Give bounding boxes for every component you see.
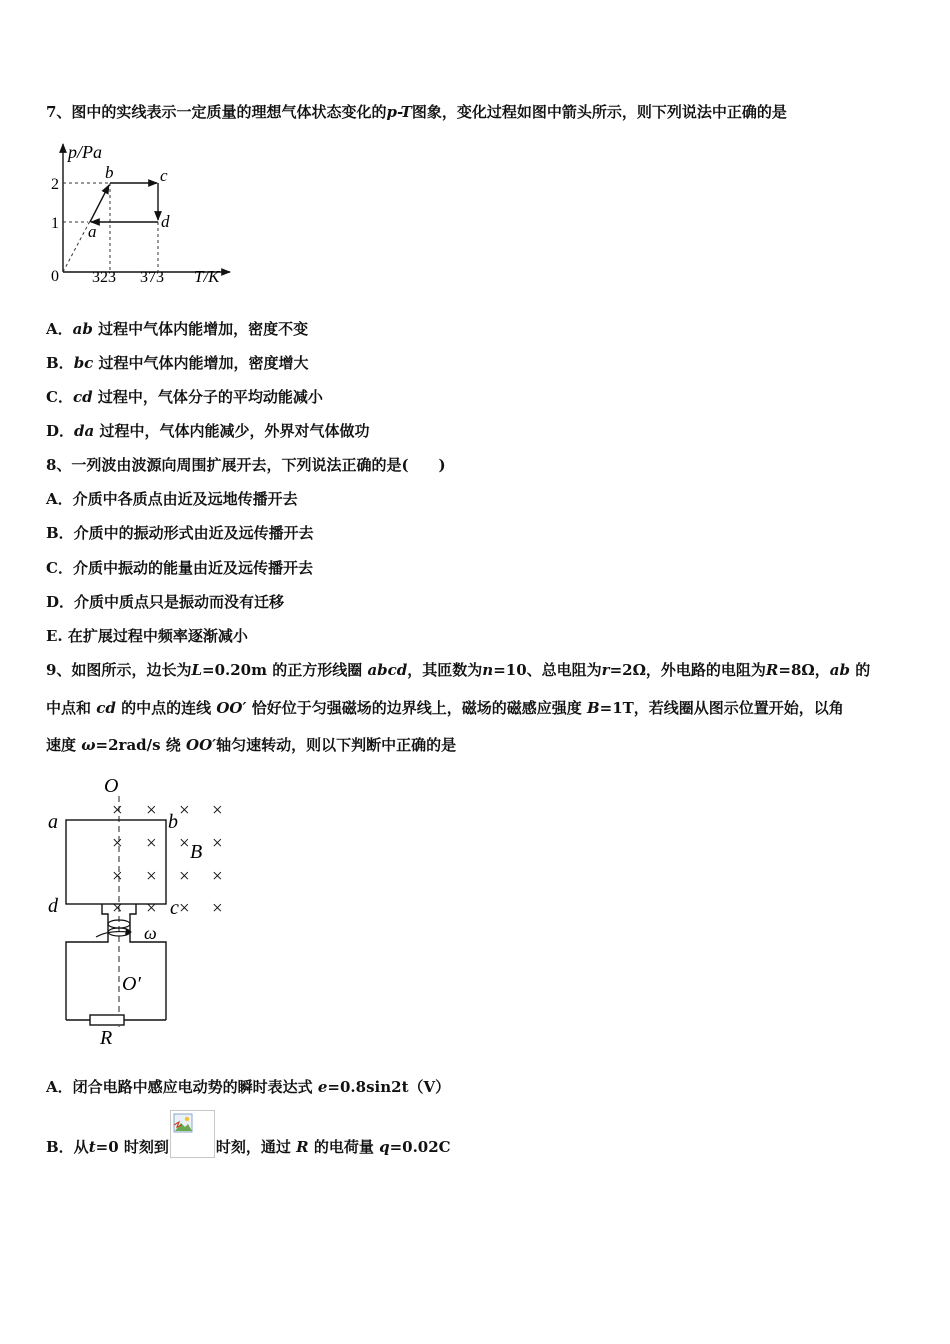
label-c: c (170, 897, 179, 919)
label-a: a (48, 811, 58, 833)
q9-stem-line2: 中点和 cd 的中点的连线 OO′ 恰好位于匀强磁场的边界线上，磁场的磁感应强度 B=1T，若线圈从图示位置开始，以角 (46, 699, 844, 717)
svg-text:×: × (112, 833, 123, 854)
point-d: d (161, 212, 170, 231)
label-b: b (168, 811, 178, 833)
svg-text:×: × (112, 800, 123, 821)
q7-option-a: A．ab 过程中气体内能增加，密度不变 (46, 320, 309, 338)
point-b: b (105, 163, 114, 182)
label-R: R (100, 1027, 113, 1048)
origin-label: 0 (51, 268, 59, 285)
coil-figure (44, 772, 244, 1052)
label-B: B (190, 841, 203, 863)
point-a: a (88, 222, 97, 241)
svg-text:×: × (146, 800, 157, 821)
svg-text:×: × (179, 898, 190, 919)
svg-text:×: × (179, 800, 190, 821)
q8-option-b: B．介质中的振动形式由近及远传播开去 (46, 524, 314, 542)
q7-stem: 7、图中的实线表示一定质量的理想气体状态变化的p-T图象，变化过程如图中箭头所示，则下列说法中正确的是 (46, 103, 787, 121)
q8-stem: 8、一列波由波源向周围扩展开去，下列说法正确的是( ) (46, 456, 446, 474)
svg-text:×: × (179, 833, 190, 854)
q9-option-b: B．从t=0 时刻到 时刻，通过 R 的电荷量 q=0.02C (46, 1138, 451, 1156)
resistor-R (90, 1015, 124, 1025)
x-tick-323: 323 (92, 269, 116, 286)
svg-text:×: × (146, 898, 157, 919)
q8-option-d: D．介质中质点只是振动而没有迁移 (46, 593, 285, 611)
label-O: O (104, 775, 119, 797)
svg-text:×: × (146, 833, 157, 854)
svg-text:×: × (179, 866, 190, 887)
svg-text:×: × (212, 898, 223, 919)
q8-option-a: A．介质中各质点由近及远地传播开去 (46, 490, 298, 508)
svg-text:×: × (112, 898, 123, 919)
svg-text:×: × (212, 800, 223, 821)
x-tick-373: 373 (140, 269, 164, 286)
process-ab (90, 185, 109, 222)
label-O-prime: O′ (122, 973, 141, 995)
q8-option-c: C．介质中振动的能量由近及远传播开去 (46, 559, 313, 577)
q7-option-d: D．da 过程中，气体内能减少，外界对气体做功 (46, 422, 370, 440)
q7-option-c: C．cd 过程中，气体分子的平均动能减小 (46, 388, 323, 406)
y-axis-label: p/Pa (68, 142, 102, 162)
pt-graph (48, 138, 238, 292)
label-omega: ω (144, 923, 157, 943)
q9-option-a: A．闭合电路中感应电动势的瞬时表达式 e=0.8sin2t（V） (46, 1078, 451, 1096)
x-axis-label: T/K (194, 267, 220, 286)
svg-text:×: × (112, 866, 123, 887)
label-d: d (48, 895, 58, 917)
y-tick-1: 1 (51, 215, 59, 232)
q9-stem-line1: 9、如图所示，边长为L=0.20m 的正方形线圈 abcd，其匝数为n=10、总电阻为r=2Ω，外电路的电阻为R=8Ω，ab 的 (46, 661, 871, 679)
q8-option-e: E. 在扩展过程中频率逐渐减小 (46, 627, 248, 645)
y-tick-2: 2 (51, 176, 59, 193)
point-c: c (160, 166, 168, 185)
q9-stem-line3: 速度 ω=2rad/s 绕 OO′轴匀速转动，则以下判断中正确的是 (46, 736, 457, 754)
svg-text:×: × (212, 866, 223, 887)
svg-text:×: × (212, 833, 223, 854)
q7-option-b: B．bc 过程中气体内能增加，密度增大 (46, 354, 309, 372)
svg-text:×: × (146, 866, 157, 887)
